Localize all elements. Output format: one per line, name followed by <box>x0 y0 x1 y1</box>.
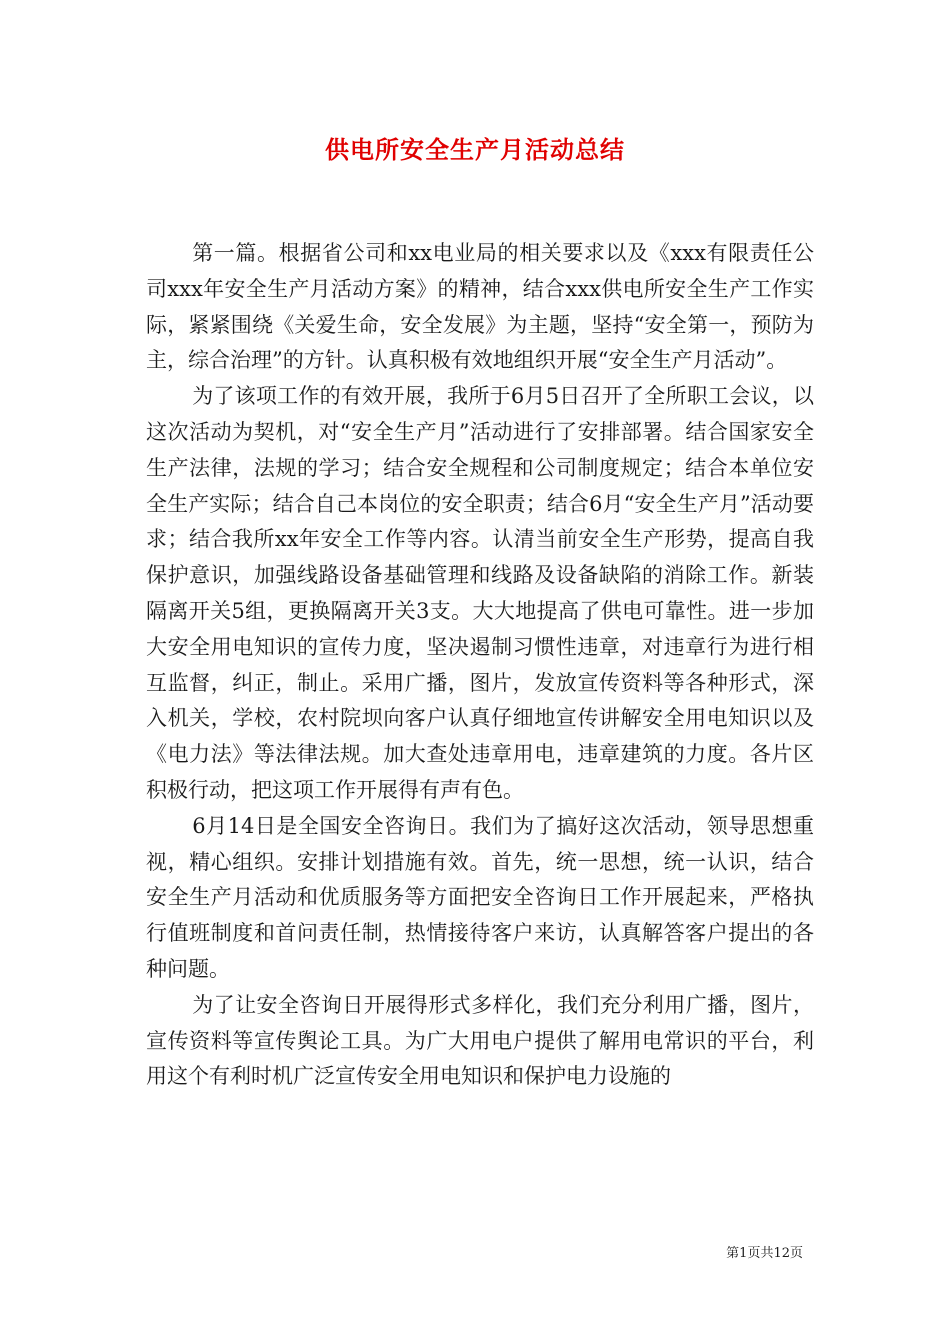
paragraph-4: 为了让安全咨询日开展得形式多样化，我们充分利用广播，图片，宣传资料等宣传舆论工具。为广大用电户提供了解用电常识的平台，利用这个有利时机广泛宣传安全用电知识和保护电力设施的 <box>146 992 814 1089</box>
paragraph-2: 为了该项工作的有效开展，我所于6月5日召开了全所职工会议，以这次活动为契机，对“安全生产月”活动进行了安排部署。结合国家安全生产法律，法规的学习；结合安全规程和公司制度规定；结合本单位安全生产实际；结合自己本岗位的安全职责；结合6月“安全生产月”活动要求；结合我所xx年安全工作等内容。认清当前安全生产形势，提高自我保护意识，加强线路设备基础管理和线路及设备缺陷的消除工作。新装隔离开关5组，更换隔离开关3支。大大地提高了供电可靠性。进一步加大安全用电知识的宣传力度，坚决遏制习惯性违章，对违章行为进行相互监督，纠正，制止。采用广播，图片，发放宣传资料等各种形式，深入机关，学校，农村院坝向客户认真仔细地宣传讲解安全用电知识以及《电力法》等法律法规。加大查处违章用电，违章建筑的力度。各片区积极行动，把这项工作开展得有声有色。 <box>146 384 814 802</box>
document-title: 供电所安全生产月活动总结 <box>325 135 625 164</box>
paragraph-3: 6月14日是全国安全咨询日。我们为了搞好这次活动，领导思想重视，精心组织。安排计划措施有效。首先，统一思想，统一认识，结合安全生产月活动和优质服务等方面把安全咨询日工作开展起来，严格执行值班制度和首问责任制，热情接待客户来访，认真解答客户提出的各种问题。 <box>146 813 814 981</box>
document-body <box>146 236 814 1095</box>
page-number: 第1页共12页 <box>726 1246 803 1261</box>
paragraph-1: 第一篇。根据省公司和xx电业局的相关要求以及《xxx有限责任公司xxx年安全生产月活动方案》的精神，结合xxx供电所安全生产工作实际，紧紧围绕《关爱生命，安全发展》为主题，坚持“安全第一，预防为主，综合治理”的方针。认真积极有效地组织开展“安全生产月活动”。 <box>146 241 814 373</box>
